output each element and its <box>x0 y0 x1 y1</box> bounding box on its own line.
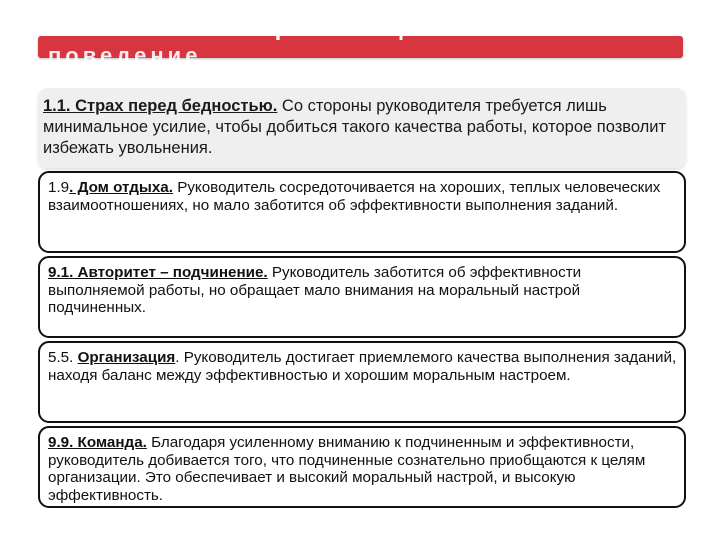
card-text: Благодаря усиленному вниманию к подчиненным и эффективности, руководитель добивается того, что подчиненные сознательно приобщаются к целям организации. Это обеспечивает и высокий моральный настрой, и высокую эффективность. <box>48 434 646 504</box>
card-text: Руководитель заботится об эффективности выполняемой работы, но обращает мало внимания на моральный настрой подчиненных. <box>48 264 582 317</box>
grid-style-card-1-9 <box>38 171 686 253</box>
title-subject: Организационное <box>253 14 511 41</box>
card-text: Руководитель сосредоточивается на хороших, теплых человеческих взаимоотношениях, но мало заботится об эффективности выполнения заданий. <box>48 179 661 214</box>
grid-style-card-1-1 <box>38 88 686 168</box>
card-number: 5.5. <box>48 349 78 366</box>
grid-style-card-9-1 <box>38 256 686 338</box>
card-text: Со стороны руководителя требуется лишь минимальное усилие, чтобы добиться такого качества работы, которое позволит избежать увольнения. <box>43 97 667 157</box>
title-topic: Тема №3. <box>48 14 183 41</box>
grid-style-card-9-9 <box>38 426 686 508</box>
card-heading: . Дом отдыха. <box>69 179 173 196</box>
card-heading: 9.1. Авторитет – подчинение. <box>48 264 268 281</box>
slide-title <box>48 14 688 72</box>
card-heading: Организация <box>77 349 176 366</box>
card-heading: 1.1. Страх перед бедностью. <box>43 97 278 115</box>
title-subject-line2: поведение <box>48 43 202 68</box>
card-heading: 9.9. Команда. <box>48 434 147 451</box>
card-text: . Руководитель достигает приемлемого качества выполнения заданий, находя баланс между эффективностью и хорошим моральным настроем. <box>48 349 677 384</box>
card-number: 1.9 <box>48 179 70 196</box>
grid-style-card-5-5 <box>38 341 686 423</box>
